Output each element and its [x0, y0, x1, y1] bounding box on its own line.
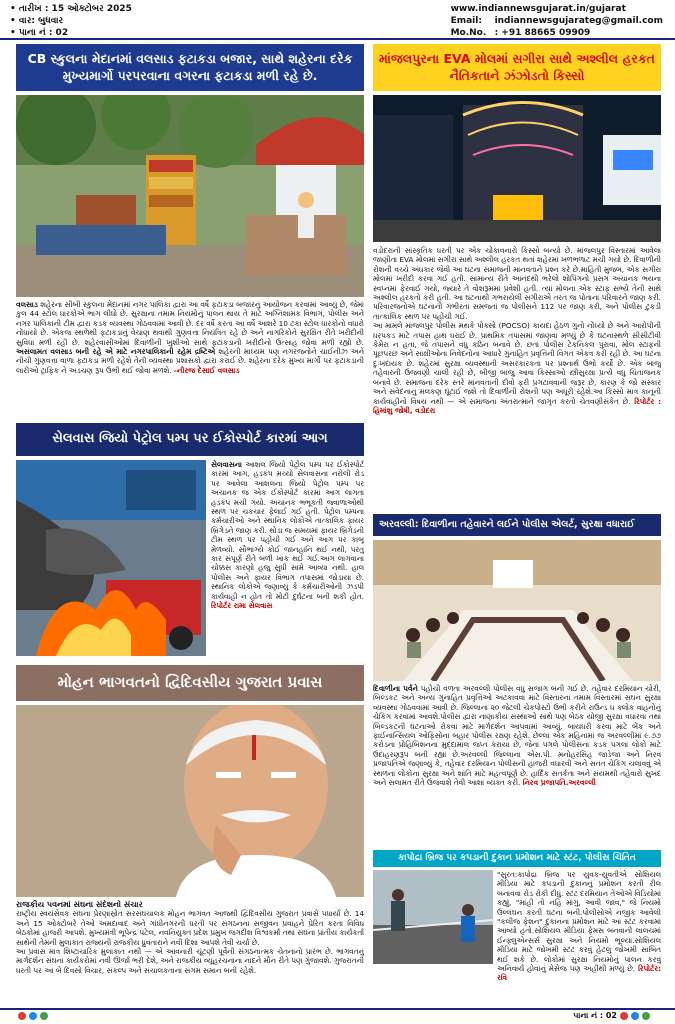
story5-text-2: આ પ્રવાસ માત્ર શિષ્ટાચારિક મુલાકાત નથી — એ આવનારી ચૂંટણી પૂર્વેની સંગઠનાત્મક ચેતનાનો પ્રારંભ છે. ભાગવતનું માર્ગદર્શન સંઘના કાર્યકરોમાં નવી ઊર્જા ભરી દેશે, અને રાજકીય વ્યૂહરચનાના નાદને મૌન રીતે પણ ગુંજાવશે. ગુજરાતની ધરતી પર આ બે દિવસો વિચાર, સંકલ્પ અને સંચાલકતાના સંગમ સમાન બની રહેશે. — [16, 947, 364, 975]
issue-day: વાર: બુધવાર — [18, 16, 64, 26]
story3-lead: સેલવાસના — [211, 460, 242, 469]
story2-headline: માંજલપુરના EVA મોલમાં સગીરા સાથે અશ્લીલ હરકત નૈતિકતાને ઝંઝોડતો કિસ્સો — [373, 44, 661, 91]
story6-photo — [373, 870, 493, 964]
firecracker-stall-image — [16, 95, 364, 297]
red-dot — [18, 1012, 26, 1020]
story5-text: રાષ્ટ્રીય સ્વયંસેવક સંઘના પ્રેરણાસ્રોત સરસંઘચાલક મોહન ભાગવત આજથી દ્વિદિવસીય ગુજરાત પ્રવાસે પધાર્યા છે. 14 અને 15 ઓક્ટોબરે તેઓ અમદાવાદ અને ગાંધીનગરની ધરતી પર સંગઠનના સજીવન પ્રવાહને પ્રેરિત કરતા વિવિધ બેઠકોમાં હાજરી આપશે. મુખ્યમંત્રી ભૂપેન્દ્ર પટેલ, નવનિયુક્ત પ્રદેશ પ્રમુખ જગદીશ વિશ્વકર્મા તથા સંઘના પ્રાંતીય કાર્યકર્તા સાથેની તેમની મુલાકાત રાજ્યની રાજકીય ધ્રુવતારાને નવી દિશા આપશે તેવી ચર્ચા છે. — [16, 909, 364, 947]
story2-text-2: આ મામલે માંજલપુર પોલીસ મથકે પોક્સો (POCSO) કાયદા હેઠળ ગુનો નોંધ્યો છે અને આરોપીની ધરપકડ માટે તપાસ હાથ ધરાઈ છે. પ્રાથમિક તપાસમાં જાણવા મળ્યું છે કે ઘટનાસ્થળે સીસીટીવી કેમેરા ન હતા, જે તપાસને વધુ કઠિન બનાવે છે. છતાં પોલીસ ટેકનિકલ પુરાવા, મોલ સ્ટાફની પૂછપરછ અને સાક્ષીઓના નિવેદનોના આધારે ગુનાહિત પ્રવૃત્તિની વિગત એકત્ર કરી રહી છે. આ ઘટના દુઃખદાયક છે. શહેરમાં સુરક્ષા વ્યવસ્થાની અસરકારકતા પર પ્રશ્નાર્થ ઉભો કર્યો છે. એક બાજુ તહેવારની ઉજવણી ચાલી રહી છે, બીજી બાજુ આવા કિસ્સાઓ સ્ત્રીસુરક્ષા પ્રત્યે વધુ ચિંતાજનક બનાવે છે. સમાજના દરેક સ્તરે માનવતાની દીવો ફરી પ્રગટાવવાની જરૂર છે, કારણ કે જો સંસ્કાર અને સંવેદનાનું મલકણ ઘૂંટાઈ જશે તો દિવાળીની રોશની પણ અધૂરી રહેશે.આ કિસ્સો માત્ર કાનૂની કાર્યવાહીનો વિષય નથી — એ સમાજના અંતરાત્માને જાગૃત કરતો ચેતવણીસંકેત છે. — [373, 321, 661, 406]
story4-photo — [373, 540, 661, 681]
story5-subhead: રાજકીય પવનમાં સંઘના સંદેશનો સંચાર — [16, 900, 143, 909]
story2-text: વડોદરાની સાંસ્કૃતિક ધરતી પર એક ચોંકાવનારો કિસ્સો બન્યો છે. માંજલપુર વિસ્તારમાં આવેલા જાણીતા EVA મોલમાં સગીરા સાથે અશ્લીલ હરકત થતાં શહેરમાં ખળભળાટ મચી ગયો છે. દિવાળીની રોશની વચ્ચે અંધકાર જેવી આ ઘટના સમાજની માનવતાને પ્રશ્ન કરે છે.માહિતી મુજબ, એક સગીરા મોલમાં ખરીદી કરવા ગઈ હતી. સામાન્ય રીતે આનંદથી ભરેલો શોપિંગનો પ્રસંગ અચાનક ભયના સ્વપ્નમાં ફેરવાઈ ગયો, જ્યારે તે વોશરૂમમાં પ્રવેશી હતી. ત્યાં મોલના એક સ્ટાફ સભ્યે તેની સાથે અશ્લીલ હરકતો કરી હતી. આ ઘટનાથી ગભરાયેલી સગીરાએ તરત જ પોતાના પરિવારને જાણ કરી. પરિવારજનોએ ઘટનાની ગંભીરતા સમજતાં જ પોલીસને 112 પર જાણ કરી, અને પોલીસ ટુકડી તાત્કાલિક સ્થળ પર પહોંચી ગઈ. — [373, 246, 661, 321]
footer-rule — [0, 1008, 675, 1010]
story6-headline: કાપોદ્રા બ્રિજ પર કપડાની દુકાન પ્રમોશન માટે સ્ટંટ, પોલીસ ચિંતિત — [373, 850, 661, 867]
story3-text: આશલ જિયો પેટ્રોલ પમ્પ પર ઈકોસ્પોર્ટ કારમાં આગ, હડકંપ મચ્યો સેલવાસના નરોલી રોડ પર આવેલા આશલના જિયો પેટ્રોલ પમ્પ પર અચાનક જ એક ઈકોસ્પોર્ટ કારમાં આગ લાગતા હડકંપ મચી ગયો. અચાનક ભભૂકતી જ્વાળાઓથી સ્થળ પર ચકચાર ફેલાઈ ગઈ હતી. પેટ્રોલ પમ્પના કર્મચારીઓ અને સ્થાનિક લોકોએ તાત્કાલિક ફાયર બ્રિગેડને જાણ કરી. થોડા જ સમયમાં ફાયર બ્રિગેડની ટીમ સ્થળ પર પહોંચી ગઈ અને આગ પર કાબૂ મેળવ્યો. સૌભાગ્યે કોઈ જાનહાનિ થઈ નથી, પરંતુ કાર સંપૂર્ણ રીતે બળી ખાક થઈ ગઈ.આગ લાગવાના ચોક્કસ કારણો હજુ સુધી સામે આવ્યા નથી. હાલ પોલીસ અને ફાયર વિભાગ તપાસમાં જોડાયા છે. સ્થાનિક લોકોએ જણાવ્યું કે કર્મચારીઓની ઝડપી કાર્યવાહી ન હોત તો મોટી દુર્ઘટના બની શકી હોત. — [211, 460, 364, 601]
green-dot — [40, 1012, 48, 1020]
story6-byline: રિપોર્ટર: રવિ — [497, 964, 661, 983]
car-fire-image — [16, 460, 206, 656]
story3-headline: સેલવાસ જિયો પેટ્રોલ પમ્પ પર ઈકોસ્પોર્ટ કારમાં આગ — [16, 423, 364, 456]
mobile-label: Mo.No. — [450, 28, 487, 38]
story1-byline: -નીરજ દેસાઈ વલસાડ — [173, 365, 240, 375]
story5-headline: મોહન ભાગવતનો દ્વિદિવસીય ગુજરાત પ્રવાસ — [16, 665, 364, 701]
police-meeting-image — [373, 540, 661, 681]
story3-byline: રિપોર્ટર રામા સેલવાસ — [211, 601, 273, 611]
red-dot — [620, 1012, 628, 1020]
story1-headline: CB સ્કુલના મેદાનમાં વલસાડ ફટાકડા બજાર, સાથે શહેરના દરેક મુખ્યમાર્ગો પરપરવાના વગરના ફટાકડા મળી રહે છે. — [16, 44, 364, 91]
footer-page-number: પાના નં : 02 — [573, 1011, 617, 1020]
story3-photo — [16, 460, 206, 656]
bridge-stunt-image — [373, 870, 493, 964]
blue-dot — [631, 1012, 639, 1020]
story1-highlight: અસલામત વલસાડ બની રહે એ માટે નગરપાલિકાની રહેમ દ્રષ્ટિએ — [16, 347, 216, 357]
story4-text: પહોંચી વળતા અરવલ્લી પોલીસ વધુ સજાગ બની ગઈ છે. તહેવાર દરમિયાન ચોરી, બિલ્ડકટ અને અન્ય ગુનાહિત પ્રવૃત્તિઓ અટકાવવા માટે વિસ્તારના તમામ વિસ્તારમાં સઘન સુરક્ષા વ્યવસ્થા ગોઠવવામાં આવી છે. જિલ્લાના ૨૦ જેટલી ચેકપોસ્ટો ઉભી કરીને રાઉન્ડ ધ ક્લોક વાહનોનું ચેકિંગ કરવામાં આવશે.પોલીસ દ્વારા નાણાકીય સંસ્થાઓ સાથે પણ બેઠક યોજી સુરક્ષા વધારવા તથા બિલ્ડકટની ઘટનાઓ રોકવા માટે માર્ગદર્શન આપવામાં આવ્યું. બાયધરી કરવા માટે બેંક અને ફાઈનાન્સિયલ ઓફિસોના બહાર પોલીસ રક્ષણ રહેશે. છેલ્લા એક મહિનામાં જ અરવલ્લીમાં ૯.૭૭ કરોડના પ્રોહિબિશનના મુદ્દામાલ જપ્ત કરાયા છે, જેના પગલે પોલીસના કડક પગલાં લોકો માટે ઉદાહરણરૂપ બની રહ્યાં છે.અરવલ્લી જિલ્લાના એસ.પી. મનોહરસિંહ જાડેજા અને નિરવ પ્રજાપતિએ જણાવ્યું કે, તહેવાર દરમિયાન પોલીસની હાજરી વધારવી અને સતત ચેકિંગ ચલાવવું એ સ્થળના લોકોના સુરક્ષા અને શાંતિ માટે મહત્વપૂર્ણ છે. હાર્દિક સતર્કતા અને સંયમથી તહેવારો સુખદ અને સલામત રીતે ઉજવાશે તેવી આશા વ્યક્ત કરી. — [373, 684, 661, 788]
masthead — [0, 0, 675, 40]
email-label: Email: — [450, 16, 482, 26]
story3-body — [211, 460, 364, 658]
blue-dot — [29, 1012, 37, 1020]
story5-photo — [16, 705, 364, 897]
contact-info — [451, 3, 663, 39]
story1-text: શહેરના સીબી સ્કુલના મેદાનમાં નગર પાલિકા દ્વારા આ વર્ષે ફટાકડા બજારનું આયોજન કરવામાં આવ્યું છે, જેમાં કુલ 44 સ્ટોલ ધારકોએ ભાગ લીધો છે. સુરક્ષાના તમામ નિયમોનું પાલન થાય તે માટે અગ્નિશામક વિભાગ, પોલીસ અને નગર પાલિકાની ટીમ દ્વારા કડક વ્યવસ્થા ગોઠવવામાં આવી છે. દર વર્ષે કરતા આ વર્ષે આશરે 10 ટકા સ્ટોલ ધારકોનો વધારો નોંધાયો છે. એકજ સ્થળેથી ફટાકડાનું વેચાણ થવાથી ગુણવત્તા નિયંત્રિત રહે છે અને નાગરિકોને સુરક્ષિત રીતે ખરીદીની સુવિધા મળી રહી છે. શહેરવાસીઓમાં દિવાળીની ખુશીઓ સાથે ફટાકડાની ખરીદીનો ઉત્સાહ જોવા મળી રહ્યો છે. — [16, 300, 364, 347]
story1-text-2: શહેરની માધ્યમ પણ નગરજનોને ચાઈનીઝ અને નીચી ગુણવત્તા વાળા ફટાકડા મળી રહેશે તેની વ્યવસ્થા પ્રશાસકો દ્વારા કરાઈ છે. શહેરના દરેક મુખ્ય માર્ગો પર ફટાકડાની લારીઓ ટ્રાફિક ને અડચણ રૂપ ઉભી થઈ જોવા મળશે. — [16, 347, 364, 375]
story6-text: "સુરત:કાપોદ્રા બ્રિજ પર યુવક-યુવતીએ સોશિયલ મીડિયા માટે કપડાની દુકાનનું પ્રમોશન કરતી રીલ બનાવવા રોડ રોકી દીધું. સ્ટંટ દરમિયાન તેઓએ વિડિયોમાં કહ્યું, "માહી તો નહિ માંગુ, આવી જાવ," જે નિયમો ઉલ્લંઘન કરતી ઘટના બની.પોલીસોએ નજીક આવેલી "કલીજ ફેશન" દુકાનના પ્રમોશન માટે આ સ્ટંટ કરવામાં આવ્યો હતો.સોશિયલ મીડિયા ફેમસ બનવાની લાલચમાં ઈન્ફ્લુએન્સર્સ સુરક્ષા અને નિયમો ભૂલ્યા.સોશિયલ મીડિયા માટે જોખમી સ્ટંટ કરવું હેટલું જોખમી સાબિત થઈ શકે છે. લોકોમાં સુરક્ષા નિયમોનું પાલન કરવું અનિવાર્ય હોવાનું મેસેજ પણ અહીંથી મળ્યું છે. — [497, 870, 661, 974]
story4-byline: નિરવ પ્રજાપતિ.અરવલ્લી — [522, 778, 596, 788]
story6-body — [497, 870, 661, 1006]
mall-night-image — [373, 95, 661, 242]
story1-photo — [16, 95, 364, 297]
story1-body — [16, 300, 364, 416]
story5-body — [16, 900, 364, 1006]
issue-info: • તારીખ : 15 ઓક્ટોબર 2025 • વાર: બુધવાર • પાના નં : 02 — [10, 4, 132, 38]
story4-lead: દિવાળીના પર્વને — [373, 684, 418, 693]
website-link[interactable]: www.indiannewsgujarat.in/gujarat — [450, 4, 626, 14]
green-dot — [642, 1012, 650, 1020]
story4-body — [373, 684, 661, 846]
footer-dots-left — [18, 1012, 48, 1020]
issue-date: તારીખ : 15 ઓક્ટોબર 2025 — [18, 4, 132, 14]
story1-lead: વલસાડ — [16, 300, 38, 309]
portrait-image — [16, 705, 364, 897]
story2-photo — [373, 95, 661, 242]
mobile-number: : +91 88665 09909 — [494, 28, 591, 38]
issue-page: પાના નં : 02 — [18, 28, 69, 38]
story4-headline: અરવલ્લી: દિવાળીના તહેવારને લઈને પોલીસ એલર્ટ, સુરક્ષા વધારાઈ — [373, 514, 661, 536]
footer-dots-right — [620, 1012, 650, 1020]
email-link[interactable]: indiannewsgujarateg@gmail.com — [494, 16, 663, 26]
story2-body — [373, 246, 661, 504]
story2-byline: રિપોર્ટર : હિમાંશુ જોષી, વડોદરા — [373, 396, 661, 415]
